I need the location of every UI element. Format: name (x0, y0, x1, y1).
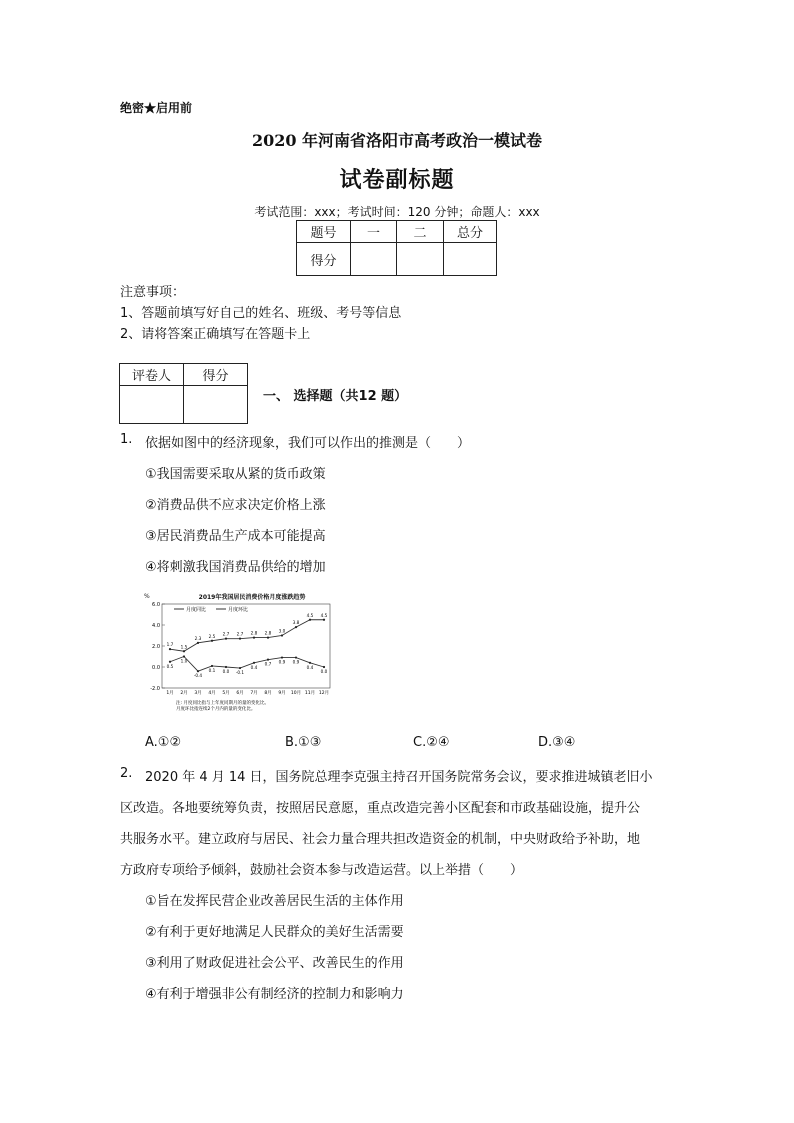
data-label: 1.5 (180, 644, 188, 650)
q2-line: 区改造。各地要统筹负责，按照居民意愿，重点改造完善小区配套和市政基础设施，提升公 (120, 801, 641, 816)
notes (120, 282, 401, 345)
legend-label-yoy: 月度同比 (186, 607, 207, 613)
data-label: 0.4 (250, 664, 258, 670)
data-point (295, 626, 297, 628)
q2-line: 共服务水平。建立政府与居民、社会力量合理共担改造资金的机制，中央财政给予补助，地 (120, 832, 641, 847)
data-label: 0.1 (208, 667, 216, 673)
data-point (183, 655, 185, 657)
chart-ylabel: % (144, 593, 150, 600)
grader-header-reviewer: 评卷人 (120, 364, 184, 386)
confidential-label: 绝密★启用前 (120, 101, 193, 115)
y-tick-label: -2.0 (150, 686, 160, 692)
x-tick-label: 2月 (180, 691, 188, 696)
data-point (169, 648, 171, 650)
score-cell (351, 243, 397, 276)
section-heading: 一、 选择题（共12 题） (263, 389, 408, 404)
data-label: 2.8 (250, 630, 258, 636)
data-label: 0.9 (278, 659, 286, 665)
data-label: 3.8 (292, 620, 300, 626)
q1-choice-d[interactable]: D.③④ (538, 735, 576, 750)
data-point (225, 638, 227, 640)
data-label: 0.9 (292, 659, 300, 665)
data-point (309, 619, 311, 621)
score-header-one: 一 (351, 221, 397, 243)
data-label: 3.0 (278, 628, 286, 634)
data-point (281, 656, 283, 658)
data-label: 4.5 (306, 612, 314, 618)
q1-choice-b[interactable]: B.①③ (285, 735, 322, 750)
notes-heading: 注意事项： (120, 285, 186, 300)
cpi-chart (140, 590, 340, 720)
x-tick-label: 8月 (264, 691, 272, 696)
data-point (239, 667, 241, 669)
data-point (211, 640, 213, 642)
y-tick-label: 6.0 (152, 602, 160, 608)
exam-subtitle: 试卷副标题 (339, 167, 455, 193)
grader-cell (184, 386, 248, 424)
data-label: 2.5 (208, 633, 216, 639)
data-point (225, 666, 227, 668)
data-label: 1.0 (180, 658, 188, 664)
x-tick-label: 1月 (166, 691, 174, 696)
chart-note: 月度环比指连续2个月内的量的变化比。 (176, 707, 256, 712)
score-row-label: 得分 (297, 243, 351, 276)
q2-statement: ③利用了财政促进社会公平、改善民生的作用 (145, 956, 404, 971)
data-label: 1.7 (166, 642, 174, 648)
data-label: -0.1 (235, 670, 245, 676)
exam-title: 2020 年河南省洛阳市高考政治一模试卷 (251, 131, 543, 150)
x-tick-label: 6月 (236, 691, 244, 696)
notes-item: 2、请将答案正确填写在答题卡上 (120, 327, 311, 342)
q1-choice-a[interactable]: A.①② (145, 735, 182, 750)
data-point (253, 637, 255, 639)
score-cell (397, 243, 444, 276)
data-label: 2.7 (222, 631, 230, 637)
data-point (323, 619, 325, 621)
score-header-total: 总分 (444, 221, 497, 243)
y-tick-label: 2.0 (152, 644, 160, 650)
q1-stem: 依据如图中的经济现象，我们可以作出的推测是（ ） (145, 436, 471, 451)
notes-item: 1、答题前填写好自己的姓名、班级、考号等信息 (120, 306, 402, 321)
data-label: 4.5 (320, 612, 328, 618)
q1-statement: ③居民消费品生产成本可能提高 (145, 529, 326, 544)
x-tick-label: 12月 (318, 691, 330, 696)
q2-number: 2. (120, 766, 133, 781)
data-point (239, 638, 241, 640)
x-tick-label: 11月 (304, 691, 316, 696)
q1-statement: ④将刺激我国消费品供给的增加 (145, 560, 326, 575)
x-tick-label: 9月 (278, 691, 286, 696)
score-header-two: 二 (397, 221, 444, 243)
x-tick-label: 3月 (194, 691, 202, 696)
x-tick-label: 10月 (290, 691, 302, 696)
q2-line: 方政府专项给予倾斜，鼓励社会资本参与改造运营。以上举措（ ） (120, 863, 524, 878)
x-tick-label: 4月 (208, 691, 216, 696)
data-point (253, 662, 255, 664)
data-point (295, 656, 297, 658)
data-label: 2.3 (194, 635, 202, 641)
data-label: 0.7 (264, 661, 272, 667)
data-point (267, 637, 269, 639)
data-label: 2.8 (264, 630, 272, 636)
data-point (281, 634, 283, 636)
grader-cell (120, 386, 184, 424)
data-point (211, 665, 213, 667)
grader-table (119, 363, 248, 424)
x-tick-label: 5月 (222, 691, 230, 696)
score-cell (444, 243, 497, 276)
legend-label-mom: 月度环比 (228, 607, 249, 613)
data-point (309, 662, 311, 664)
q1-number: 1. (120, 432, 133, 447)
data-label: 0.5 (166, 663, 174, 669)
data-point (197, 670, 199, 672)
data-label: -0.4 (193, 673, 203, 679)
data-label: 0.4 (306, 664, 314, 670)
q2-line: 2020 年 4 月 14 日，国务院总理李克强主持召开国务院常务会议，要求推进城镇老旧小 (145, 770, 653, 785)
score-header-qnum: 题号 (297, 221, 351, 243)
q1-choice-c[interactable]: C.②④ (413, 735, 450, 750)
y-tick-label: 4.0 (152, 623, 160, 629)
q2-statement: ①旨在发挥民营企业改善居民生活的主体作用 (145, 894, 404, 909)
q1-statement: ①我国需要采取从紧的货币政策 (145, 467, 326, 482)
y-tick-label: 0.0 (152, 665, 160, 671)
q1-statement: ②消费品供不应求决定价格上涨 (145, 498, 326, 513)
chart-note: 注: 月度同比指与上年度同期月的量的变化比。 (176, 701, 269, 706)
q2-statement: ②有利于更好地满足人民群众的美好生活需要 (145, 925, 404, 940)
q2-statement: ④有利于增强非公有制经济的控制力和影响力 (145, 987, 404, 1002)
data-point (323, 666, 325, 668)
chart-title: 2019年我国居民消费价格月度涨跌趋势 (198, 594, 306, 601)
data-point (197, 642, 199, 644)
grader-header-score: 得分 (184, 364, 248, 386)
x-tick-label: 7月 (250, 691, 258, 696)
data-point (169, 661, 171, 663)
data-point (183, 650, 185, 652)
data-label: 0.0 (320, 669, 328, 674)
score-table (296, 220, 497, 276)
data-label: 0.0 (222, 669, 230, 674)
exam-info: 考试范围：xxx；考试时间：120 分钟；命题人：xxx (254, 205, 540, 219)
data-label: 2.7 (236, 631, 244, 637)
data-point (267, 659, 269, 661)
